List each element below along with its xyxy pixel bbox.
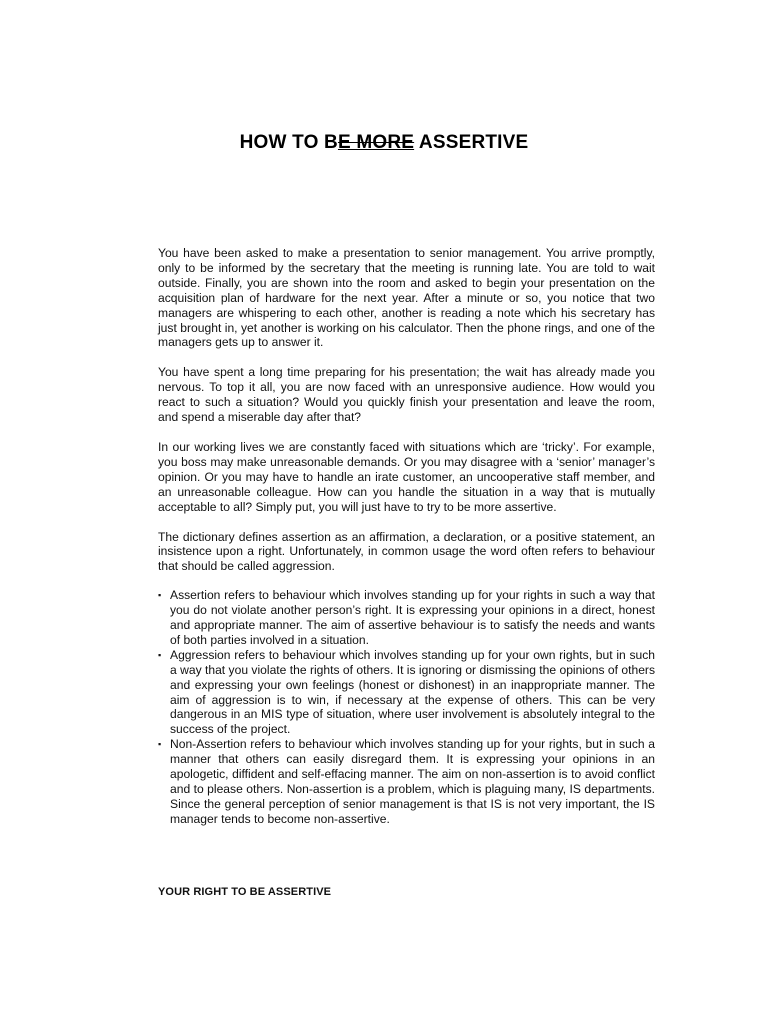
bullet-icon: ▪ — [158, 739, 162, 750]
list-item-assertion — [158, 588, 655, 648]
title-prefix: HOW TO B — [239, 132, 338, 153]
list-item-text: Non-Assertion refers to behaviour which involves standing up for your rights, but in such a manner that others can easily disregard them. It is expressing your opinions in an apologetic, diffident and self-effacing manner. The aim on non-assertion is to avoid conflict and to please others. Non-assertion is a problem, which is plaguing many, IS departments. Since the general perception of senior management is that IS is not very important, the IS manager tends to become non-assertive. — [170, 737, 655, 826]
list-item-text: Assertion refers to behaviour which involves standing up for your rights in such a way that you do not violate another person’s right. It is expressing your opinions in a direct, honest and appropriate manner. The aim of assertive behaviour is to satisfy the needs and wants of both parties involved in a situation. — [170, 588, 655, 647]
paragraph-working-lives: In our working lives we are constantly faced with situations which are ‘tricky’. For example, you boss may make unreasonable demands. Or you may disagree with a ‘senior’ manager’s opinion. Or you may have to handle an irate customer, an uncooperative staff member, and an unreasonable colleague. How can you handle the situation in a way that is mutually acceptable to all? Simply put, you will just have to try to be more assertive. — [158, 439, 655, 514]
body-text — [158, 246, 655, 827]
title-suffix: ASSERTIVE — [414, 132, 529, 153]
title-struck-text: E MORE — [337, 132, 415, 153]
page-title — [0, 132, 768, 154]
list-item-text: Aggression refers to behaviour which involves standing up for your own rights, but in such a way that you violate the rights of others. It is ignoring or dismissing the opinions of others and expressing your own feelings (honest or dishonest) in an inappropriate manner. The aim of aggression is to win, if necessary at the expense of others. This can be very dangerous in an MIS type of situation, where user involvement is absolutely integral to the success of the project. — [170, 647, 655, 737]
list-item-non-assertion — [158, 737, 655, 826]
section-heading: YOUR RIGHT TO BE ASSERTIVE — [158, 886, 332, 898]
bullet-icon: ▪ — [158, 649, 162, 660]
bullet-icon: ▪ — [158, 590, 162, 601]
behaviour-list — [158, 588, 655, 827]
paragraph-preparation: You have spent a long time preparing for his presentation; the wait has already made you nervous. To top it all, you are now faced with an unresponsive audience. How would you react to such a situation? Would you quickly finish your presentation and leave the room, and spend a miserable day after that? — [158, 365, 655, 425]
paragraph-intro: You have been asked to make a presentation to senior management. You arrive promptly, only to be informed by the secretary that the meeting is running late. You are told to wait outside. Finally, you are shown into the room and asked to begin your presentation on the acquisition plan of hardware for the next year. After a minute or so, you notice that two managers are whispering to each other, another is reading a note which his secretary has just brought in, yet another is working on his calculator. Then the phone rings, and one of the managers gets up to answer it. — [158, 246, 655, 350]
list-item-aggression — [158, 648, 655, 737]
paragraph-definition: The dictionary defines assertion as an affirmation, a declaration, or a positive statement, an insistence upon a right. Unfortunately, in common usage the word often refers to behaviour that should be called aggression. — [158, 529, 655, 574]
